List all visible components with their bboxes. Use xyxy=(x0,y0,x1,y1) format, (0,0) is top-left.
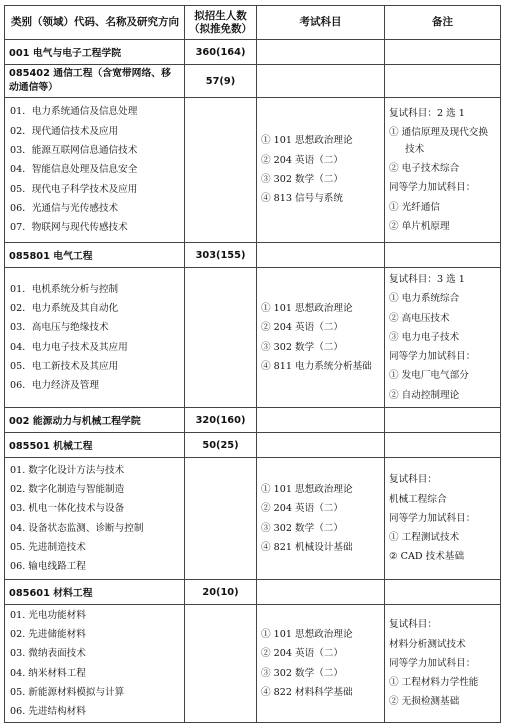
subject-item: ② 204 英语（二） xyxy=(261,648,343,660)
empty-cell xyxy=(385,408,501,433)
subject-item: ③ 302 数学（二） xyxy=(261,174,343,185)
subject-item: ④ 811 电力系统分析基础 xyxy=(261,360,372,372)
direction-item: 04. 设备状态监测、诊断与控制 xyxy=(10,522,144,534)
direction-item: 07．物联网与现代传感技术 xyxy=(10,222,128,234)
direction-item: 04. 纳米材料工程 xyxy=(10,667,86,679)
enrollment-count: 320(160) xyxy=(185,408,257,433)
category-row xyxy=(5,433,501,458)
header-exam-subjects: 考试科目 xyxy=(257,6,385,40)
remark-item: ② 单片机原理 xyxy=(389,220,450,232)
enrollment-count: 360(164) xyxy=(185,40,257,65)
enrollment-count: 57(9) xyxy=(185,65,257,98)
research-directions xyxy=(5,458,185,580)
direction-item: 02．现代通信技术及应用 xyxy=(10,125,119,137)
empty-cell xyxy=(385,433,501,458)
category-row xyxy=(5,243,501,268)
remark-item: 同等学力加试科目： xyxy=(389,182,476,194)
remarks xyxy=(385,605,501,723)
empty-cell xyxy=(257,40,385,65)
remark-item: 材料分析测试技术 xyxy=(389,638,466,650)
exam-subjects xyxy=(257,458,385,580)
enrollment-count: 303(155) xyxy=(185,243,257,268)
research-directions xyxy=(5,98,185,243)
direction-item: 02．电力系统及其自动化 xyxy=(10,302,119,314)
category-name: 085501 机械工程 xyxy=(5,433,185,458)
enrollment-count: 20(10) xyxy=(185,580,257,605)
admissions-table xyxy=(4,5,501,723)
remark-item: 同等学力加试科目： xyxy=(389,512,476,524)
subject-item: ① 101 思想政治理论 xyxy=(261,483,353,495)
remark-item: ① 通信原理及现代交换技术 xyxy=(389,127,488,156)
remark-item: 复试科目： xyxy=(389,474,437,486)
remark-item: 复试科目：2 选 1 xyxy=(389,107,465,119)
table-header-row xyxy=(5,6,501,40)
direction-item: 04．电力电子技术及其应用 xyxy=(10,341,128,353)
direction-item: 03. 机电一体化技术与设备 xyxy=(10,503,125,515)
remarks xyxy=(385,458,501,580)
empty-cell xyxy=(385,40,501,65)
research-directions xyxy=(5,268,185,408)
remark-item: ② 高电压技术 xyxy=(389,312,450,324)
direction-item: 03．能源互联网信息通信技术 xyxy=(10,145,138,157)
empty-cell xyxy=(185,605,257,723)
detail-row xyxy=(5,605,501,723)
subject-item: ② 204 英语（二） xyxy=(261,154,343,166)
remark-item: 同等学力加试科目： xyxy=(389,657,476,669)
empty-cell xyxy=(385,65,501,98)
subject-item: ① 101 思想政治理论 xyxy=(261,628,353,640)
category-row xyxy=(5,580,501,605)
direction-item: 03．高电压与绝缘技术 xyxy=(10,322,109,334)
header-remarks: 备注 xyxy=(385,6,501,40)
remark-item: ① 工程材料力学性能 xyxy=(389,677,479,689)
detail-row xyxy=(5,98,501,243)
category-name: 001 电气与电子工程学院 xyxy=(5,40,185,65)
subject-item: ④ 821 机械设计基础 xyxy=(261,541,353,553)
direction-item: 06. 先进结构材料 xyxy=(10,706,86,718)
empty-cell xyxy=(257,433,385,458)
subject-item: ③ 302 数学（二） xyxy=(261,522,343,534)
remark-item: ③ 电力电子技术 xyxy=(389,331,460,343)
direction-item: 06．光通信与光传感技术 xyxy=(10,202,119,214)
exam-subjects xyxy=(257,268,385,408)
subject-item: ② 204 英语（二） xyxy=(261,503,343,515)
remark-item: 复试科目： xyxy=(389,619,437,631)
direction-item: 03. 微纳表面技术 xyxy=(10,648,86,660)
empty-cell xyxy=(385,580,501,605)
remark-item: 同等学力加试科目： xyxy=(389,351,476,363)
research-directions xyxy=(5,605,185,723)
subject-item: ④ 822 材料科学基础 xyxy=(261,686,353,698)
category-name: 085801 电气工程 xyxy=(5,243,185,268)
remark-item: ② 电子技术综合 xyxy=(389,163,460,175)
category-row xyxy=(5,65,501,98)
category-name: 085402 通信工程（含宽带网络、移动通信等） xyxy=(5,65,185,98)
subject-item: ③ 302 数学（二） xyxy=(261,667,343,679)
remark-item: ① 发电厂电气部分 xyxy=(389,370,469,382)
direction-item: 05. 先进制造技术 xyxy=(10,541,86,553)
empty-cell xyxy=(257,580,385,605)
direction-item: 01. 数字化设计方法与技术 xyxy=(10,464,125,476)
empty-cell xyxy=(257,65,385,98)
detail-row xyxy=(5,458,501,580)
remark-item: 复试科目：3 选 1 xyxy=(389,273,465,285)
remark-item: 机械工程综合 xyxy=(389,493,447,505)
remark-item: ① 工程测试技术 xyxy=(389,532,460,544)
category-name: 085601 材料工程 xyxy=(5,580,185,605)
exam-subjects xyxy=(257,98,385,243)
empty-cell xyxy=(185,98,257,243)
detail-row xyxy=(5,268,501,408)
remarks xyxy=(385,268,501,408)
subject-item: ① 101 思想政治理论 xyxy=(261,303,353,315)
category-row xyxy=(5,40,501,65)
category-name: 002 能源动力与机械工程学院 xyxy=(5,408,185,433)
header-program: 类别（领域）代码、名称及研究方向 xyxy=(5,6,185,40)
admissions-table-page xyxy=(4,5,500,721)
subject-item: ③ 302 数学（二） xyxy=(261,341,343,353)
direction-item: 04．智能信息处理及信息安全 xyxy=(10,164,138,176)
remarks xyxy=(385,98,501,243)
direction-item: 06. 输电线路工程 xyxy=(10,561,86,573)
remark-item: ② 自动控制理论 xyxy=(389,389,460,401)
direction-item: 05．现代电子科学技术及应用 xyxy=(10,183,138,195)
empty-cell xyxy=(185,458,257,580)
direction-item: 01．电机系统分析与控制 xyxy=(10,283,119,295)
direction-item: 01. 光电功能材料 xyxy=(10,609,86,621)
subject-item: ④ 813 信号与系统 xyxy=(261,193,343,205)
enrollment-count: 50(25) xyxy=(185,433,257,458)
direction-item: 06．电力经济及管理 xyxy=(10,380,99,392)
subject-item: ② 204 英语（二） xyxy=(261,322,343,334)
remark-item: ① 电力系统综合 xyxy=(389,293,460,305)
remark-item: ① 光纤通信 xyxy=(389,201,441,213)
empty-cell xyxy=(185,268,257,408)
direction-item: 05. 新能源材料模拟与计算 xyxy=(10,686,125,698)
category-row xyxy=(5,408,501,433)
direction-item: 02. 数字化制造与智能制造 xyxy=(10,483,125,495)
subject-item: ① 101 思想政治理论 xyxy=(261,135,353,147)
empty-cell xyxy=(257,408,385,433)
remark-item: ② 无损检测基础 xyxy=(389,696,460,708)
exam-subjects xyxy=(257,605,385,723)
empty-cell xyxy=(385,243,501,268)
empty-cell xyxy=(257,243,385,268)
header-enrollment: 拟招生人数（拟推免数） xyxy=(185,6,257,40)
direction-item: 05．电工新技术及其应用 xyxy=(10,360,119,372)
remark-item: ② CAD 技术基础 xyxy=(389,551,465,563)
direction-item: 02. 先进储能材料 xyxy=(10,628,86,640)
direction-item: 01．电力系统通信及信息处理 xyxy=(10,106,138,118)
